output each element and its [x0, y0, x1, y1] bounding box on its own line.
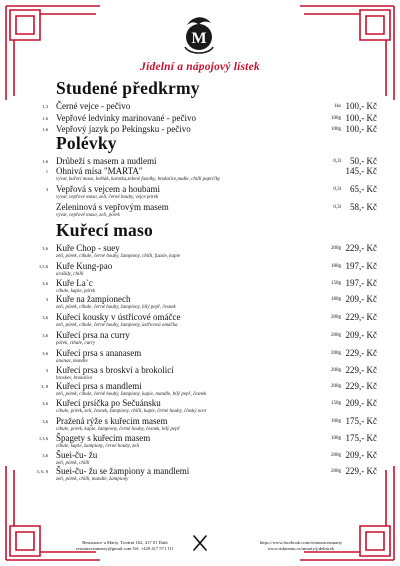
footer-web-link[interactable]: www.tisknemu.cz/umarty/jidelnicek: [267, 546, 335, 551]
item-quantity: 0,3l: [333, 159, 341, 164]
item-price: 100,- Kč: [345, 124, 377, 134]
allergen-numbers: 3,6: [42, 453, 48, 458]
footer-address: Restaurace u Marty, Tovární 162, 417 01 Dubí: [82, 540, 168, 545]
menu-subtitle: Jídelní a nápojový lístek: [140, 61, 260, 73]
item-price: 197,- Kč: [345, 278, 377, 288]
item-name: Kuřecí prsíčka po Sečuánsku: [56, 398, 161, 408]
item-description: zeli, pórek, cibule, černé houby, žampiony, ústřicová omáčka: [56, 323, 178, 328]
item-description: pórek, cibule, curry: [56, 341, 96, 346]
allergen-numbers: 1,6: [42, 116, 48, 121]
item-price: 175,- Kč: [345, 416, 377, 426]
item-quantity: 200g: [331, 246, 341, 251]
menu-item: [0, 278, 400, 289]
item-name: Kuřecí prsa s mandlemi: [56, 381, 142, 391]
item-name: Kuře La`c: [56, 278, 93, 288]
section-title: Studené předkrmy: [56, 78, 200, 98]
item-quantity: 100g: [331, 116, 341, 121]
item-price: 229,- Kč: [345, 312, 377, 322]
menu-item: [0, 365, 400, 376]
allergen-numbers: 3: [45, 368, 48, 373]
allergen-numbers: 3, 6, 8: [36, 469, 48, 474]
item-price: 209,- Kč: [345, 294, 377, 304]
item-name: Kuřecí prsa s broskví a brokolicí: [56, 365, 174, 375]
item-price: 100,- Kč: [345, 101, 377, 111]
item-price: 209,- Kč: [345, 450, 377, 460]
menu-item: [0, 243, 400, 254]
item-quantity: 0,3l: [333, 187, 341, 192]
menu-item: [0, 294, 400, 305]
item-price: 50,- Kč: [350, 156, 377, 166]
item-description: zeli, pórek, cibule, černé houby, žampiony, kapie, mandle, bílý pepř, česnek: [56, 392, 207, 397]
menu-item: [0, 466, 400, 477]
menu-item: [0, 348, 400, 359]
allergen-numbers: 3,6: [42, 281, 48, 286]
item-description: zeli, pórek, cibule, černé houby, žampiony, bílý pepř, česnek: [56, 305, 176, 310]
item-quantity: 100g: [331, 127, 341, 132]
item-quantity: 200g: [331, 453, 341, 458]
item-price: 229,- Kč: [345, 348, 377, 358]
item-price: 209,- Kč: [345, 398, 377, 408]
item-price: 175,- Kč: [345, 433, 377, 443]
item-price: 229,- Kč: [345, 381, 377, 391]
item-price: 197,- Kč: [345, 261, 377, 271]
item-description: ananas, mandle: [56, 359, 88, 364]
item-price: 209,- Kč: [345, 330, 377, 340]
allergen-numbers: 1,3,6: [38, 436, 48, 441]
item-name: Pražená rýže s kuřecím masem: [56, 416, 168, 426]
menu-item: [0, 433, 400, 444]
item-quantity: 200g: [331, 368, 341, 373]
item-quantity: 100g: [331, 436, 341, 441]
item-description: vývar, vepřové maso, zeli, pórek: [56, 213, 120, 218]
item-quantity: 150g: [331, 281, 341, 286]
menu-item: [0, 166, 400, 177]
allergen-numbers: 3, 8: [41, 384, 48, 389]
footer-contact: [60, 540, 190, 552]
menu-item: [0, 381, 400, 392]
item-description: zeli, pórek, chilli, mandle, žampiony: [56, 477, 129, 482]
item-name: Špagety s kuřecím masem: [56, 433, 151, 443]
menu-item: [0, 113, 400, 124]
item-name: Drůbeží s masem a nudlemi: [56, 156, 157, 166]
item-description: cibule, kapie, žampiony, černé houby, zelí: [56, 444, 140, 449]
menu-item: [0, 416, 400, 427]
menu-item: [0, 330, 400, 341]
item-price: 145,- Kč: [345, 166, 377, 176]
item-description: broskev, brokolice: [56, 376, 93, 381]
item-quantity: 200g: [331, 384, 341, 389]
section-title: Kuřecí maso: [56, 220, 153, 240]
svg-text:M: M: [191, 30, 207, 47]
menu-item: [0, 202, 400, 213]
item-name: Kuře Chop - suey: [56, 243, 120, 253]
item-description: vývar, vepřové maso, zeli, černé houby, vejce pórek: [56, 195, 159, 200]
restaurant-logo: [177, 13, 221, 59]
allergen-numbers: 1,3: [42, 104, 48, 109]
item-name: Ohnivá mísa "MARTA": [56, 166, 143, 176]
item-name: Kuřecí prsa s ananasem: [56, 348, 142, 358]
item-name: Kuře Kung-pao: [56, 261, 113, 271]
footer-links: [236, 540, 366, 552]
item-quantity: 100g: [331, 419, 341, 424]
item-price: 229,- Kč: [345, 365, 377, 375]
allergen-numbers: 3: [45, 297, 48, 302]
item-description: zeli, pórek, chilli: [56, 461, 90, 466]
item-name: Kuřecí prsa na curry: [56, 330, 130, 340]
cutlery-icon: [190, 534, 210, 552]
item-quantity: 200g: [331, 333, 341, 338]
item-description: zeli, pórek, cibule, černé houby, žampiony, chilli, fazole, kapie: [56, 254, 181, 259]
item-name: Kuřecí kousky v ústřicové omáčce: [56, 312, 181, 322]
allergen-numbers: 3,6: [42, 419, 48, 424]
item-price: 65,- Kč: [350, 184, 377, 194]
item-quantity: 200g: [331, 351, 341, 356]
section-title: Polévky: [56, 133, 117, 153]
item-description: cibule, kapie, pórek: [56, 289, 96, 294]
item-name: Černé vejce - pečivo: [56, 101, 131, 111]
allergen-numbers: 3,6: [42, 401, 48, 406]
allergen-numbers: 1,5,6: [38, 264, 48, 269]
menu-item: [0, 398, 400, 409]
item-name: Šuei-ču- žu: [56, 450, 98, 460]
item-quantity: 0,3l: [333, 205, 341, 210]
item-name: Vepřová s vejcem a houbami: [56, 184, 160, 194]
item-name: Šuei-ču- žu se žampiony a mandlemi: [56, 466, 190, 476]
allergen-numbers: 3,6: [42, 246, 48, 251]
menu-item: [0, 312, 400, 323]
footer-email-phone: restauraceumarty@gmail.com Tel: +420 417 571 111: [76, 546, 174, 551]
item-price: 229,- Kč: [345, 243, 377, 253]
item-name: Vepřové ledvinky marinované - pečivo: [56, 113, 196, 123]
item-description: vývar, kuřecí maso, květák, karotka,zelené fazolky, brokolice,nudle, chilli papričky: [56, 177, 221, 182]
menu-item: [0, 450, 400, 461]
item-name: Kuře na žampionech: [56, 294, 131, 304]
item-name: Vepřový jazyk po Pekingsku - pečivo: [56, 124, 191, 134]
item-quantity: 180g: [331, 297, 341, 302]
item-description: cibule, pórek, kapie, žampiony, černé houby, česnek, bílý pepř: [56, 427, 180, 432]
menu-item: [0, 101, 400, 112]
menu-item: [0, 184, 400, 195]
item-quantity: 1ks: [334, 104, 341, 109]
item-description: cibule, pórek, zeli, česnek, žampiony, chilli, kapie, černé houby, čínský ocet: [56, 409, 207, 414]
footer-facebook-link[interactable]: https://www.facebook.com/restauraceumarty: [259, 540, 343, 545]
item-quantity: 200g: [331, 315, 341, 320]
menu-item: [0, 261, 400, 272]
allergen-numbers: 3,6: [42, 351, 48, 356]
allergen-numbers: 3: [45, 187, 48, 192]
allergen-numbers: 1: [45, 169, 48, 174]
item-price: 229,- Kč: [345, 466, 377, 476]
item-name: Zeleninová s vepřovým masem: [56, 202, 169, 212]
item-quantity: 180g: [331, 264, 341, 269]
item-price: 58,- Kč: [350, 202, 377, 212]
allergen-numbers: 3,6: [42, 333, 48, 338]
item-price: 100,- Kč: [345, 113, 377, 123]
allergen-numbers: 1,6: [42, 127, 48, 132]
allergen-numbers: 1,6: [42, 159, 48, 164]
item-quantity: 200g: [331, 469, 341, 474]
item-description: arašídy, chilli: [56, 272, 84, 277]
allergen-numbers: 3,6: [42, 315, 48, 320]
item-quantity: 150g: [331, 401, 341, 406]
